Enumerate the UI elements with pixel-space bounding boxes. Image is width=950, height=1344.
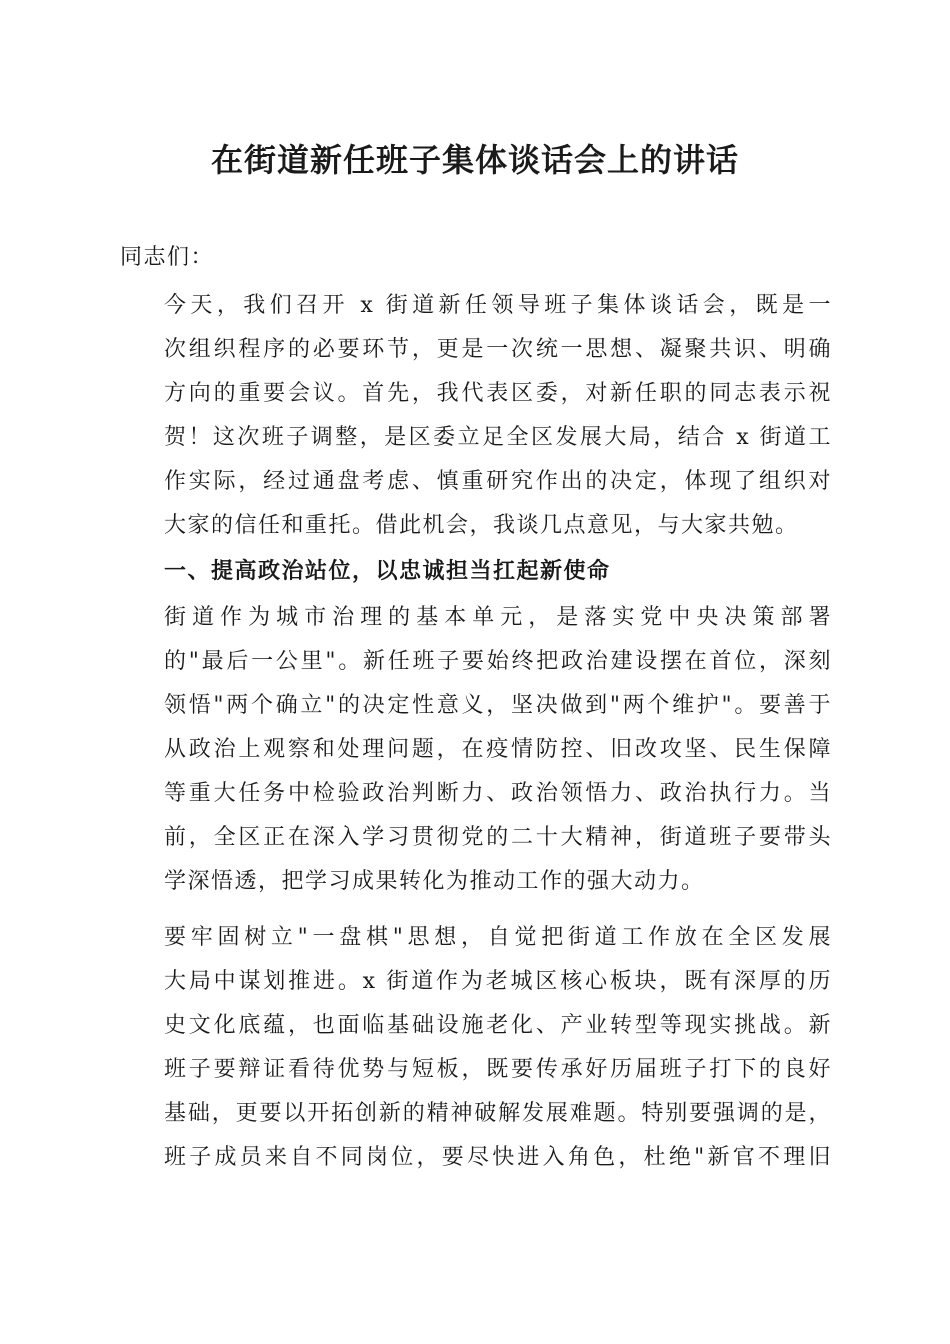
text-line: 基础，更要以开拓创新的精神破解发展难题。特别要强调的是， [164, 1101, 832, 1126]
salutation: 同志们： [120, 245, 215, 270]
text-line: 班子成员来自不同岗位，要尽快进入角色，杜绝"新官不理旧 [164, 1145, 832, 1170]
section-paragraph-1 [120, 596, 832, 904]
text-line: 街道作为城市治理的基本单元，是落实党中央决策部署 [164, 605, 832, 630]
text-line: 大局中谋划推进。x 街道作为老城区核心板块，既有深厚的历 [164, 969, 832, 994]
document-title: 在街道新任班子集体谈话会上的讲话 [210, 141, 739, 179]
text-line: 的"最后一公里"。新任班子要始终把政治建设摆在首位，深刻 [164, 649, 832, 674]
text-line: 史文化底蕴，也面临基础设施老化、产业转型等现实挑战。新 [164, 1013, 832, 1038]
text-line: 班子要辩证看待优势与短板，既要传承好历届班子打下的良好 [164, 1057, 832, 1082]
text-line: 领悟"两个确立"的决定性意义，坚决做到"两个维护"。要善于 [164, 693, 832, 718]
text-line: 大家的信任和重托。借此机会，我谈几点意见，与大家共勉。 [164, 513, 799, 538]
text-line: 等重大任务中检验政治判断力、政治领悟力、政治执行力。当 [164, 781, 832, 806]
document-body [120, 232, 832, 1180]
section-paragraph-2 [120, 916, 832, 1180]
text-line: 贺！这次班子调整，是区委立足全区发展大局，结合 x 街道工 [164, 425, 832, 450]
text-line: 学深悟透，把学习成果转化为推动工作的强大动力。 [164, 869, 705, 894]
text-line: 要牢固树立"一盘棋"思想，自觉把街道工作放在全区发展 [164, 925, 832, 950]
text-line: 方向的重要会议。首先，我代表区委，对新任职的同志表示祝 [164, 381, 832, 406]
text-line: 今天，我们召开 x 街道新任领导班子集体谈话会，既是一 [164, 293, 832, 318]
text-line: 次组织程序的必要环节，更是一次统一思想、凝聚共识、明确 [164, 337, 832, 362]
section-heading: 一、提高政治站位，以忠诚担当扛起新使命 [164, 559, 611, 584]
text-line: 从政治上观察和处理问题，在疫情防控、旧改攻坚、民生保障 [164, 737, 832, 762]
intro-paragraph [120, 284, 832, 548]
text-line: 前，全区正在深入学习贯彻党的二十大精神，街道班子要带头 [164, 825, 832, 850]
text-line: 作实际，经过通盘考虑、慎重研究作出的决定，体现了组织对 [164, 469, 832, 494]
